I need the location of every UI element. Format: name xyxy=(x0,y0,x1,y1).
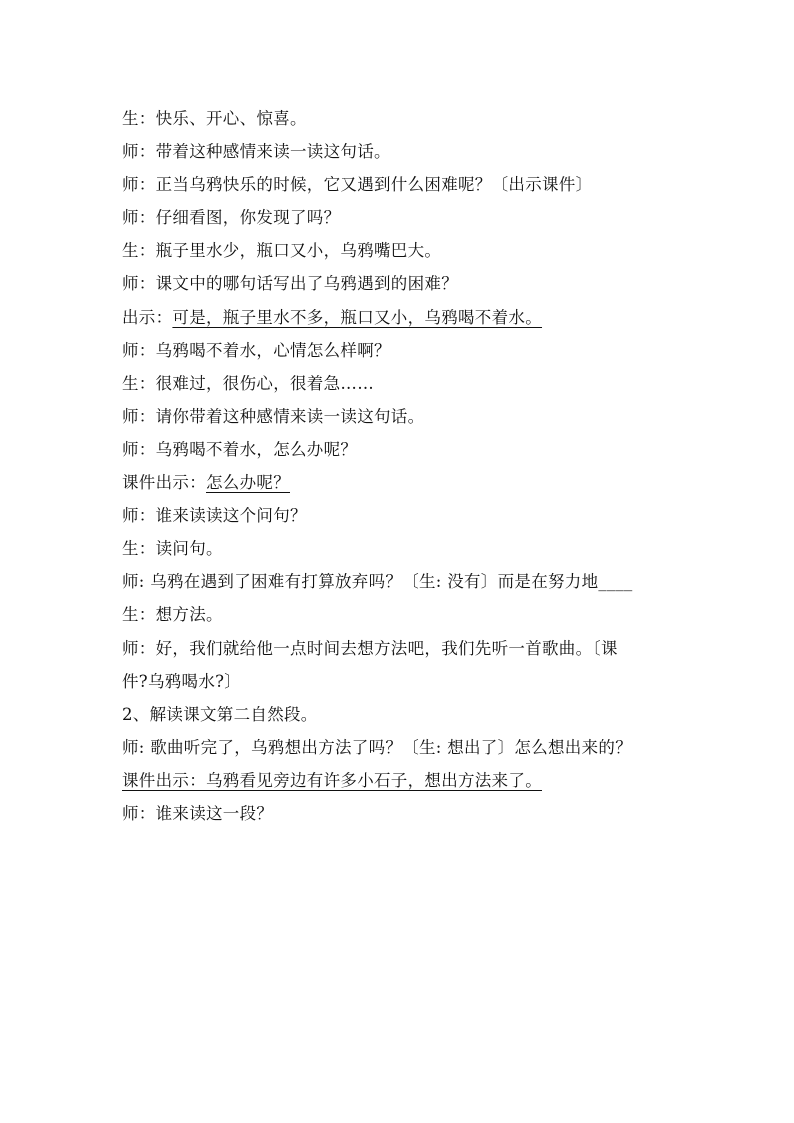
text-line: 师：带着这种感情来读一读这句话。 xyxy=(122,142,391,162)
text-line: 师：乌鸦喝不着水，怎么办呢？ xyxy=(122,439,358,459)
text-line: 师：课文中的哪句话写出了乌鸦遇到的困难？ xyxy=(122,274,458,294)
text-line: 件?乌鸦喝水?〕 xyxy=(122,671,242,691)
text-line: 师：请你带着这种感情来读一读这句话。 xyxy=(122,406,425,426)
text-line: 生：快乐、开心、惊喜。 xyxy=(122,109,307,128)
underlined-quote: 可是，瓶子里水不多，瓶口又小，乌鸦喝不着水。 xyxy=(172,307,543,327)
text-line: 师: 乌鸦在遇到了困难有打算放弃吗？〔生: 没有〕而是在努力地____ xyxy=(122,572,633,592)
line-prefix: 出示： xyxy=(122,307,173,327)
text-line: 师：好，我们就给他一点时间去想方法吧，我们先听一首歌曲。〔课 xyxy=(122,638,618,658)
lesson-text xyxy=(122,102,682,830)
text-line: 师：谁来读这一段？ xyxy=(122,803,274,823)
text-line: 生：瓶子里水少，瓶口又小，乌鸦嘴巴大。 xyxy=(122,241,442,261)
text-line-with-quote xyxy=(122,764,682,797)
text-line: 师：仔细看图，你发现了吗？ xyxy=(122,208,341,228)
text-line: 师：乌鸦喝不着水，心情怎么样啊？ xyxy=(122,340,391,360)
text-line: 师：正当乌鸦快乐的时候，它又遇到什么困难呢？〔出示课件〕 xyxy=(122,175,593,195)
text-line: 师: 歌曲听完了，乌鸦想出方法了吗？〔生: 想出了〕怎么想出来的？ xyxy=(122,737,633,757)
text-line-with-quote xyxy=(122,466,682,499)
text-line: 师：谁来读读这个问句？ xyxy=(122,506,307,526)
underlined-quote: 怎么办呢？ xyxy=(206,473,290,493)
line-prefix: 课件出示： xyxy=(122,473,206,493)
text-line: 生：很难过，很伤心，很着急…… xyxy=(122,373,374,393)
text-line: 生：读问句。 xyxy=(122,539,223,559)
underlined-quote: 课件出示：乌鸦看见旁边有许多小石子，想出方法来了。 xyxy=(122,770,542,790)
text-line-with-quote xyxy=(122,301,682,334)
text-line: 生：想方法。 xyxy=(122,605,223,625)
section-heading: 2、解读课文第二自然段。 xyxy=(122,704,318,724)
